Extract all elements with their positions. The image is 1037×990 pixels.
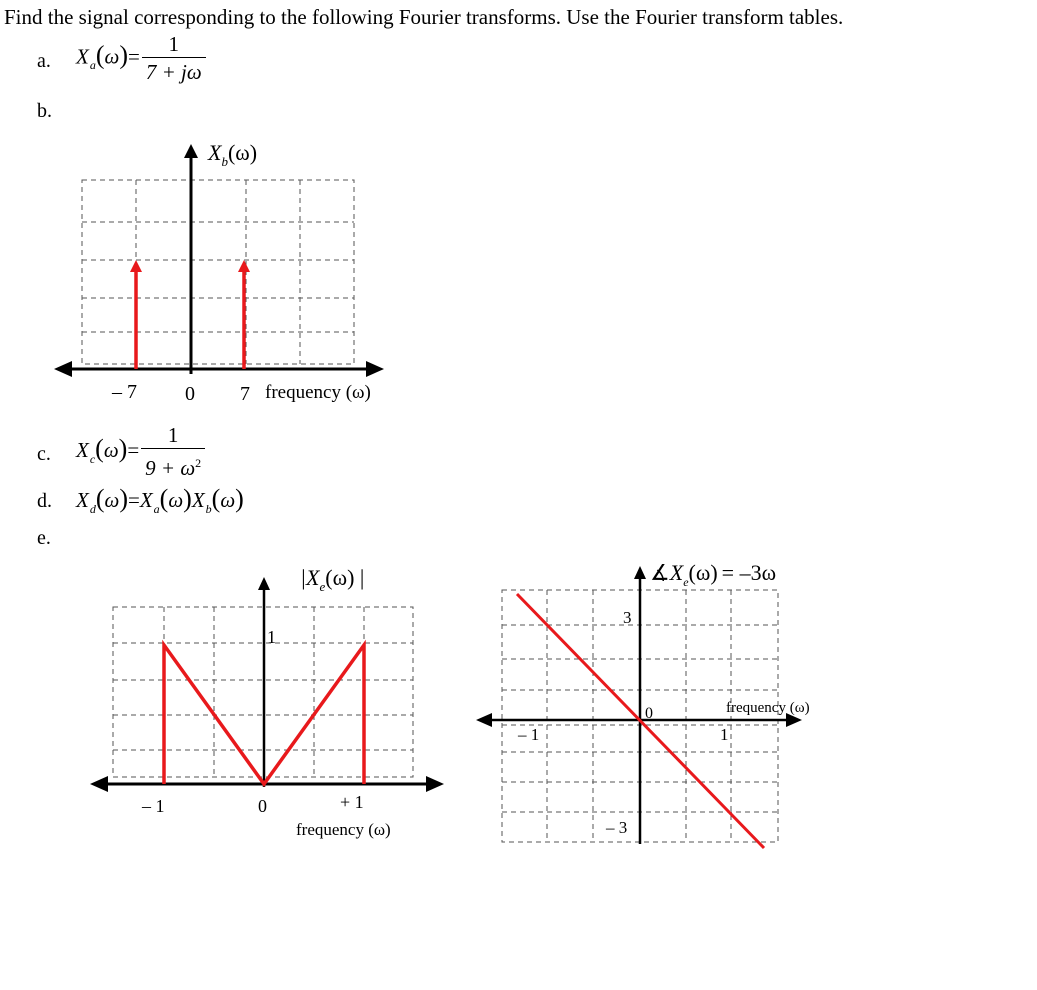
part-e-phase-x-axis-left-arrow <box>476 713 492 727</box>
part-b-y-axis-arrow <box>184 144 198 158</box>
part-b-impulse-pos-arrow <box>238 260 250 272</box>
part-d-arg-2: ω <box>168 488 184 512</box>
part-b-x-axis-left-arrow <box>54 361 72 377</box>
part-c-equation: $X_c(\omega)=$ $\frac{1}{9 + \omega^2}$ <box>76 424 205 480</box>
part-c-denominator: $9 + \omega^2$ <box>141 448 205 480</box>
part-b-x-axis-right-arrow <box>366 361 384 377</box>
part-e-label: e. <box>37 527 51 549</box>
problem-instruction: Find the signal corresponding to the following Fourier transforms. Use the Fourier transform tables. <box>4 5 844 29</box>
part-c-sub: c <box>89 451 96 466</box>
part-a-arg: ω <box>104 44 120 69</box>
part-d-equation: $X_d(\omega)=X_a(\omega)X_b(\omega)$ <box>76 484 244 516</box>
part-e-phase-tick-pos: 1 <box>720 725 729 744</box>
part-e-phase-plot <box>470 552 837 857</box>
part-a-label: a. <box>37 50 51 72</box>
part-e-phase-tick-top: 3 <box>623 608 632 627</box>
part-a-equals: = <box>128 44 140 69</box>
part-b-plot <box>0 130 420 420</box>
part-e-mag-peak-label: 1 <box>267 627 276 647</box>
part-c-equals: = <box>127 437 140 462</box>
part-a-sub: a <box>89 58 96 73</box>
part-e-phase-tick-bottom: – 3 <box>606 818 628 837</box>
part-c-numerator: 1 <box>167 423 179 447</box>
part-e-phase-tick-zero: 0 <box>645 705 653 722</box>
part-d-symbol: X <box>76 488 89 512</box>
part-e-mag-tick-pos: + 1 <box>340 792 364 812</box>
part-c-fraction <box>141 424 205 480</box>
part-c-arg: ω <box>103 437 119 462</box>
part-d-factor-2: X <box>191 488 205 512</box>
part-e-mag-x-axis-right-arrow <box>426 776 444 792</box>
part-e-phase-y-axis-arrow <box>634 566 646 579</box>
part-e-mag-axis-label: frequency (ω) <box>296 820 391 839</box>
part-d-arg-1: ω <box>104 488 120 512</box>
part-b-grid <box>82 180 354 364</box>
part-b-label: b. <box>37 100 52 122</box>
part-e-phase-title: $∡X_e(\omega) = -3\omega$ <box>650 560 777 589</box>
part-a-symbol: X <box>76 44 89 69</box>
part-d-factor-1-sub: a <box>153 502 160 516</box>
part-e-phase-tick-neg: – 1 <box>518 725 540 744</box>
part-b-tick-zero: 0 <box>185 383 195 405</box>
part-c-label: c. <box>37 443 51 465</box>
part-c-symbol: X <box>76 437 89 462</box>
part-d-factor-1: X <box>139 488 153 512</box>
part-b-tick-neg: – 7 <box>112 381 137 403</box>
part-b-title: $X_b(\omega)$ <box>208 140 258 169</box>
part-e-mag-y-axis-arrow <box>258 577 270 590</box>
part-d-sub: d <box>89 502 96 516</box>
part-e-mag-tick-neg: – 1 <box>142 796 165 816</box>
part-a-denominator: 7 + jω <box>142 57 206 84</box>
part-b-impulse-neg-arrow <box>130 260 142 272</box>
part-a-numerator: 1 <box>168 32 180 56</box>
part-e-mag-tick-zero: 0 <box>258 796 267 816</box>
part-b-tick-pos: 7 <box>240 383 250 405</box>
part-e-mag-title: $|X_e(\omega)$ | <box>300 565 365 594</box>
part-d-factor-2-sub: b <box>205 502 212 516</box>
part-d-equals: = <box>128 488 140 512</box>
part-c-den-exponent: 2 <box>195 456 202 470</box>
part-a-equation: $X_a(\omega)=$ $\frac{1}{7 + j\omega}$ <box>76 33 206 84</box>
part-e-magnitude-plot <box>80 555 460 855</box>
part-d-arg-3: ω <box>220 488 236 512</box>
part-a-fraction <box>142 33 206 84</box>
part-e-phase-axis-label: frequency (ω) <box>726 700 810 716</box>
part-d-label: d. <box>37 490 52 512</box>
part-e-mag-x-axis-left-arrow <box>90 776 108 792</box>
part-b-axis-label: frequency (ω) <box>265 382 371 403</box>
